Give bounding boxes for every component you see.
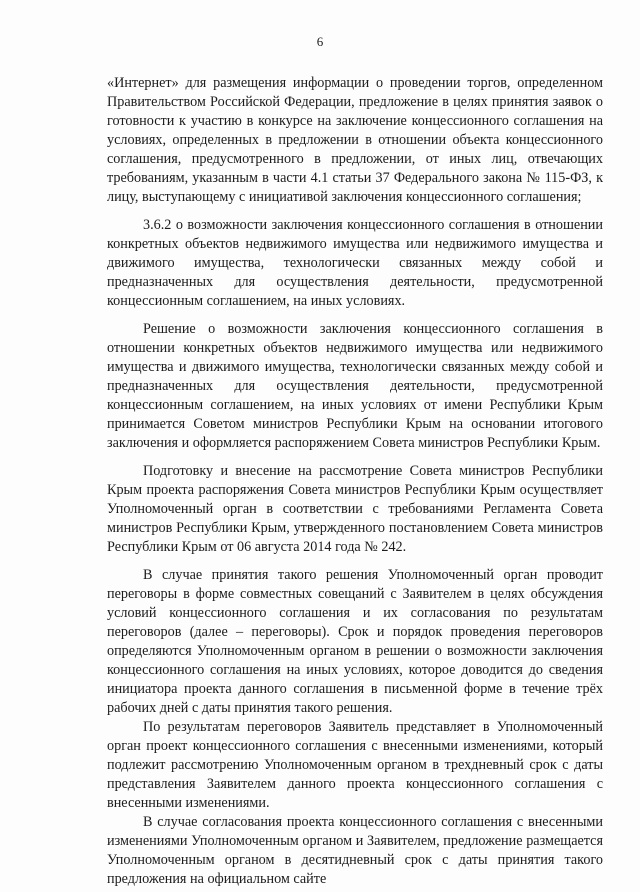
paragraph-continuation: «Интернет» для размещения информации о проведении торгов, определенном Правительством Российской Федерации, предложение в целях принятия заявок о готовности к участию в конкурсе на заключение концессионного соглашения на условиях, определенных в предложении в отношении объекта концессионного соглашения, предусмотренного в предложении, от иных лиц, отвечающих требованиям, указанным в части 4.1 статьи 37 Федерального закона № 115-ФЗ, к лицу, выступающему с инициативой заключения концессионного соглашения; xyxy=(107,75,603,205)
document-body xyxy=(107,74,603,889)
paragraph-negotiations: В случае принятия такого решения Уполномоченный орган проводит переговоры в форме совместных совещаний с Заявителем в целях обсуждения условий концессионного соглашения и их согласования по результатам переговоров (далее – переговоры). Срок и порядок проведения переговоров определяются Уполномоченным органом в решении о возможности заключения концессионного соглашения на иных условиях, которое доводится до сведения инициатора проекта данного соглашения в письменной форме в течение трёх рабочих дней с даты принятия такого решения. xyxy=(107,567,603,716)
paragraph-clause-3-6-2: 3.6.2 о возможности заключения концессионного соглашения в отношении конкретных объектов недвижимого имущества или недвижимого имущества и движимого имущества, технологически связанных между собой и предназначенных для осуществления деятельности, предусмотренной концессионным соглашением, на иных условиях. xyxy=(107,217,603,309)
paragraph-negotiation-results: По результатам переговоров Заявитель представляет в Уполномоченный орган проект концессионного соглашения с внесенными изменениями, который подлежит рассмотрению Уполномоченным органом в трехдневный срок с даты представления Заявителем данного проекта концессионного соглашения с внесенными изменениями. xyxy=(107,719,603,811)
paragraph-decision: Решение о возможности заключения концессионного соглашения в отношении конкретных объектов недвижимого имущества или недвижимого имущества и движимого имущества, технологически связанных между собой и предназначенных для осуществления деятельности, предусмотренной концессионным соглашением, на иных условиях от имени Республики Крым принимается Советом министров Республики Крым на основании итогового заключения и оформляется распоряжением Совета министров Республики Крым. xyxy=(107,321,603,451)
page-number: 6 xyxy=(316,34,324,49)
paragraph-approval: В случае согласования проекта концессионного соглашения с внесенными изменениями Уполномоченным органом и Заявителем, предложение размещается Уполномоченным органом в десятидневный срок с даты принятия такого предложения на официальном сайте xyxy=(107,814,603,887)
paragraph-preparation: Подготовку и внесение на рассмотрение Совета министров Республики Крым проекта распоряжения Совета министров Республики Крым осуществляет Уполномоченный орган в соответствии с требованиями Регламента Совета министров Республики Крым, утвержденного постановлением Совета министров Республики Крым от 06 августа 2014 года № 242. xyxy=(107,463,603,555)
